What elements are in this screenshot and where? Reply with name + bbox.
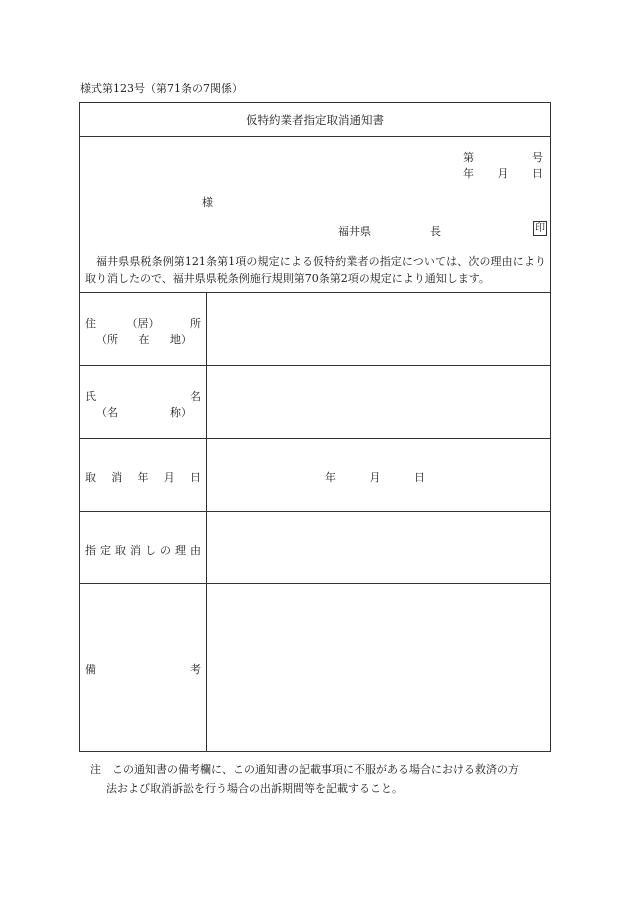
label-char: 由: [190, 544, 201, 557]
label-char: 消: [130, 544, 141, 557]
cancel-year: 年: [325, 471, 336, 484]
label-char: 在: [138, 333, 150, 346]
label-char: （所: [96, 333, 118, 346]
reason-label-text: [85, 542, 201, 558]
issue-month: 月: [497, 167, 509, 180]
footnote-line1: 注 この通知書の備考欄に、この通知書の記載事項に不服がある場合における救済の方: [90, 763, 519, 776]
address-value-field[interactable]: [207, 293, 550, 365]
label-char: 理: [175, 544, 186, 557]
label-char: し: [145, 544, 156, 557]
notice-form: [79, 102, 551, 752]
label-char: 月: [163, 471, 175, 484]
label-char: 住: [85, 317, 96, 330]
label-char: 氏: [85, 390, 96, 403]
label-char: 消: [111, 471, 123, 484]
cancel-date-row: [80, 439, 550, 512]
name-row: [80, 366, 550, 439]
cancel-day: 日: [414, 471, 425, 484]
form-title: 仮特約業者指定取消通知書: [80, 103, 550, 137]
footnote-line2: 法および取消訴訟を行う場合の出訴期間等を記載すること。: [106, 782, 403, 795]
issue-year: 年: [463, 167, 474, 180]
issue-day: 日: [532, 167, 543, 180]
address-label-line2: [96, 331, 192, 347]
label-char: 指: [85, 544, 96, 557]
name-label-line1: [85, 388, 201, 404]
label-char: 地）: [170, 333, 192, 346]
cancel-date-value: [325, 469, 425, 485]
name-label-line2: [96, 404, 192, 420]
name-value-field[interactable]: [207, 366, 550, 438]
label-char: の: [160, 544, 171, 557]
label-char: 定: [100, 544, 111, 557]
label-char: 取: [85, 471, 96, 484]
label-char: 所: [190, 317, 201, 330]
addressee-suffix: 様: [202, 196, 213, 209]
document-number: [463, 149, 543, 165]
remarks-value-field[interactable]: [207, 584, 550, 751]
address-label-line1: [85, 315, 201, 331]
form-number: 様式第123号（第71条の7関係）: [80, 82, 243, 95]
cancel-date-label-text: [85, 469, 201, 485]
number-prefix: 第: [463, 151, 474, 164]
label-char: 名: [190, 390, 201, 403]
remarks-row: [80, 584, 550, 751]
reason-label: [80, 512, 207, 583]
issue-date: [463, 165, 543, 181]
header-block: [80, 137, 550, 293]
footnote: [90, 760, 550, 798]
label-char: 日: [190, 471, 201, 484]
issuer-title: 長: [430, 225, 441, 238]
address-label: [80, 293, 207, 365]
cancel-date-value-field[interactable]: [207, 439, 550, 511]
cancel-month: 月: [369, 471, 381, 484]
label-char: 備: [85, 663, 96, 676]
label-char: 取: [115, 544, 126, 557]
remarks-label-text: [85, 661, 201, 677]
label-char: 年: [137, 471, 149, 484]
body-text: 福井県県税条例第121条第1項の規定による仮特約業者の指定については、次の理由により取り消したので、福井県県税条例施行規則第70条第2項の規定により通知します。: [85, 255, 546, 285]
label-char: 考: [190, 663, 201, 676]
address-row: [80, 293, 550, 366]
number-suffix: 号: [532, 151, 543, 164]
remarks-label: [80, 584, 207, 751]
label-char: （居）: [126, 317, 160, 330]
issuer-name: 福井県: [338, 225, 371, 238]
label-char: 称）: [170, 406, 192, 419]
cancel-date-label: [80, 439, 207, 511]
name-label: [80, 366, 207, 438]
reason-value-field[interactable]: [207, 512, 550, 583]
reason-row: [80, 512, 550, 584]
label-char: （名: [96, 406, 118, 419]
seal-mark: 印: [533, 221, 547, 236]
